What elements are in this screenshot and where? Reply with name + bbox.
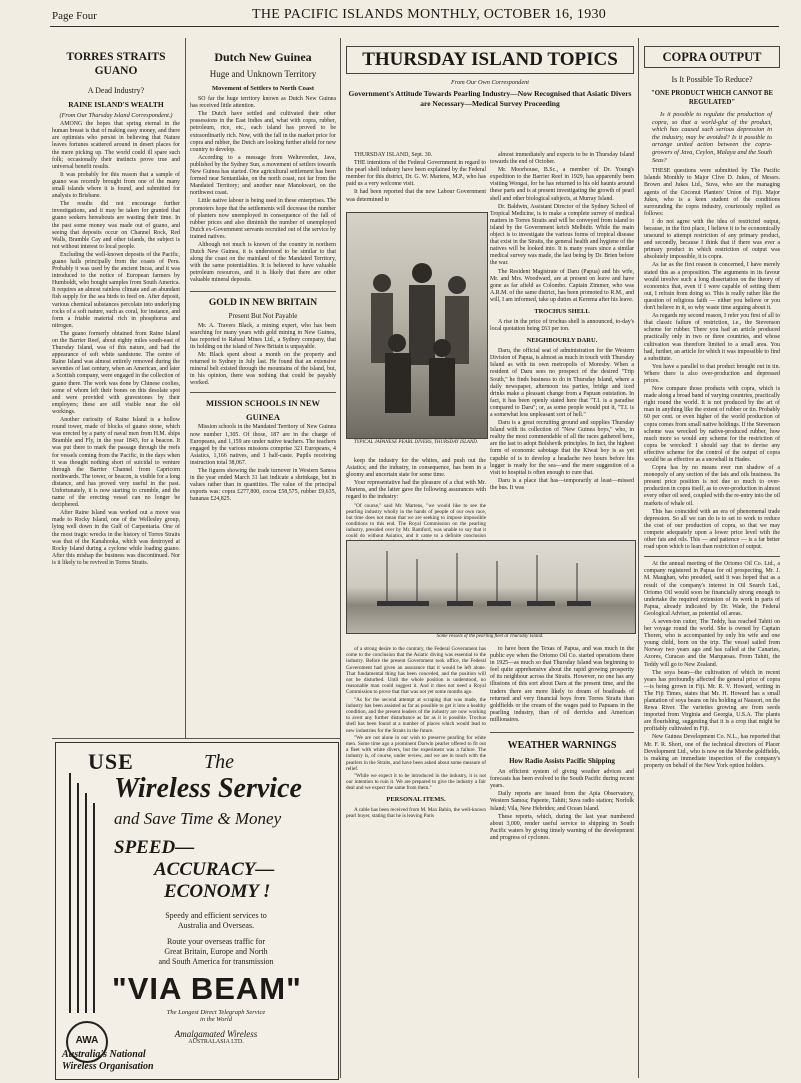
paragraph: Excluding the well-known deposits of the Pacific, guano hails principally from the coasts of Peru. Probably it was used by the ancient Incas, and it was introduced to the notice of European farmers by Humboldt, who bought samples from South America. It requires an almost rainless climate and an abundant fish supply for the sea birds to feed on. After deposit, various chemical substances percolate into underlying rocks of a soft nature, such as coral, for instance, and form a friable material rich in phosphorus and nitrogen. [52, 251, 180, 329]
ad-headline: Wireless Service [114, 773, 302, 804]
ad-text: and South America for transmission [158, 957, 274, 966]
paragraph: keep the industry for the whites, and push out the Asiatics; and the industry, in consequence, has been in a gloomy and uncertain state for some time. [346, 458, 486, 479]
ad-economy: ECONOMY ! [164, 881, 271, 902]
article-title: Dutch New Guinea [214, 50, 312, 64]
ad-company [126, 1029, 306, 1045]
byline: (From Our Thursday Island Correspondent.) [59, 112, 173, 120]
column-divider [638, 38, 639, 1078]
ad-text: Speedy and efficient services to [165, 911, 267, 920]
paragraph: Copra has by no means ever run shadow of a monopoly of any section of the fats and oils business. Its present price position is not due so much to over-production in copra itself, as to over-production in almost every other oil seed, coupled with the re-entry into the oil markets of whale oil. [644, 465, 780, 507]
ad-text: AUSTRALASIA LTD. [188, 1039, 244, 1045]
paragraph: Daru, the official seat of administration for the Western Division of Papua, is almost as much in touch with Thursday Island as with its own metropolis of Moresby. When a resident of Daru sees no prospect of the desired "Trip South," he finds business to do in Thursday Island, where a daily newspaper, afternoon tea parties, bridge and iced drinks make a pleasant change from a Papuan outstation. In fact, it has been openly stated here that "T.I. is a paradise compared to Daru"; or, as some people would put it, "T.I. is a somewhat less unpleasant sort of hell." [490, 348, 634, 418]
ad-speed: SPEED— [114, 837, 195, 858]
article-copra-output [644, 46, 780, 1078]
article-subtitle: Is It Possible To Reduce? [671, 75, 753, 84]
article-guano [52, 50, 180, 736]
ti-column-left [346, 152, 486, 212]
article-title: TORRES STRAITS GUANO [66, 51, 166, 77]
ad-tagline: and Save Time & Money [114, 809, 282, 828]
paragraph: This has coincided with an era of phenomenal trade depression. So all we can do is to set to work to reduce the cost of our production of copra, so that we may compete adequately upon a lower price level with the other fats and oils. This — and patience — is a far better road upon which to lean than restriction of output. [644, 508, 780, 551]
paragraph: A seven-ton cutter, The Teddy, has reached Tahiti on her voyage round the world. She is owned by Captain Thoren, who is accompanied by only his wife and one young child, born on the trip. The vessel sailed from Norway two years ago and has called at the Canaries, Azores, Curacao and the Marquesas. From Tahiti, the Teddy will go to New Zealand. [644, 618, 780, 668]
paragraph: After Raine Island was worked out a move was made to Rocky Island, one of the Wellesley group, lying well down in the Gulf of Carpentaria. One of the most tragic wrecks in the history of Torres Straits was that of the Kanahooka, which was destroyed at Rocky Island during a cyclone while loading guano. After this mishap the business was discontinued. Nor is it likely to be revived in Torres Straits. [52, 510, 180, 566]
page-header [0, 0, 801, 26]
paragraph: Mr. A. Travers Black, a mining expert, who has been searching for many years with gold mining in New Guinea, has reported to Rabaul Mines Ltd., a Sydney company, that its holding on the island of New Britain is unpayable. [190, 322, 336, 350]
ad-body-1 [106, 911, 326, 931]
section-heading: PERSONAL ITEMS. [386, 795, 446, 803]
paragraph: It had been reported that the new Labour Government was determined to [346, 189, 486, 203]
paragraph: Although not much is known of the country in northern Dutch New Guinea, it is understood to be similar to that along the coast on the mainland of the Mandated Territory, with the same potentialities. It is believed to have valuable petroleum resources, and it is likely that there are other valuable mineral deposits. [190, 241, 336, 284]
masthead: THE PACIFIC ISLANDS MONTHLY, OCTOBER 16, 1930 [252, 7, 607, 22]
paragraph: At the annual meeting of the Oriomo Oil Co. Ltd., a company registered in Papua for oil prospecting, Mr. J. M. Maughan, who presided, said it was hoped that as a result of the company's interest in Oil Search Ltd., Oriomo Oil would soon be financially strong enough to undertake the required extension of its work in parts of Papua, already indicated by Dr. Wade, the Federal Geological Adviser, as potential oil areas. [644, 561, 780, 617]
dateline: THURSDAY ISLAND, Sept. 30. [354, 152, 433, 158]
paragraph: The Resident Magistrate of Daru (Papua) and his wife, Mr. and Mrs. Woodward, are at present on leave and have gone as far afield as Colombo. Captain Zimmer, who was A.R.M. of the same district, has been promoted to R.M., and will, I am informed, take up duties at Kerema after his leave. [490, 268, 634, 303]
ad-text: The Longest Direct Telegraph Service [166, 1009, 266, 1016]
paragraph: I do not agree with the idea of restricted output, because, in the first place, I believe it to be economically unsound to attempt restriction of any primary product, and secondly, because I think that if there was ever a primary product in which restriction of output was absolutely impossible, it is copra. [644, 218, 780, 261]
article-subhead: How Radio Assists Pacific Shipping [509, 757, 615, 766]
photo-pearl-divers [346, 212, 488, 439]
paragraph: A rise in the price of trochus shell is announced, to-day's local quotation being £63 per ton. [490, 318, 634, 333]
paragraph: These reports, which, during the last year numbered about 3,000, render useful service to shipping in South Pacific waters by giving timely warning of the development and progress of cyclones. [490, 813, 634, 841]
paragraph: SO far the huge territory known as Dutch New Guinea has received little attention. [190, 96, 336, 110]
article-title: WEATHER WARNINGS [490, 732, 634, 753]
article-subhead: Movement of Settlers to North Coast [212, 85, 314, 93]
paragraph: The soya bean—the cultivation of which in recent years has profoundly affected the general price of copra—is being grown in Fiji. Mr. R. V. Howard, writing in The Fiji Times, states that Mr. H. Howard has a small plantation of soya beans on his holding at Nausori, on the Rewa River. The varieties growing are from seeds imported from Virginia and Georgia, U.S.A. The plants are flourishing, suggesting that it is a crop that might be profitably cultivated in Fiji. [644, 669, 780, 733]
paragraph: Daily reports are issued from the Apia Observatory, Western Samoa; Papeete, Tahiti; Suva radio station; Norfolk Island; Vila, New Hebrides; and Ocean Island. [490, 791, 634, 812]
article-title: COPRA OUTPUT [644, 46, 780, 68]
paragraph: The figures showing the trade turnover in Western Samoa in the year ended March 31 last indicate a shrinkage, but in values rather than in quantities. The value of the principal exports was: copra £277,800, cocoa £58,575, rubber £9,635, bananas £24,825. [190, 468, 336, 503]
paragraph: You have a parallel to that product brought out in tin. Where there is also over-production and depressed prices. [644, 363, 780, 384]
article-subhead: RAINE ISLAND'S WEALTH [68, 100, 164, 110]
paragraph: The guano formerly obtained from Raine Island on the Barrier Reef, about eighty miles south-east of Thursday Island, was of this nature, and had the appearance of soft white sandstone. The centre of Raine Island was almost entirely removed during the seventies of last century, when an American, and later a Scottish company, were engaged in the collection of guano there. The work was done by Chinese coolies, some of whom left their bones on this desolate spot and were provided with gravestones by their employers; these are still visible near the old workings. [52, 330, 180, 415]
paragraph: Another curiosity of Raine Island is a hollow round tower, made of blocks of guano stone, which was erected by a party of naval men from H.M. ships Bramble and Fly, in the year 1843, for a beacon. It was put there to mark the passage through the reefs for vessels coming from the Pacific, in the days when it was thought nothing short of suicidal to venture through the Barrier Channel from Capricorn northwards. The tower, or beacon, is visible for a long distance, and has proved very useful in the past. Unfortunately, it is now starting to crumble, and the name of the erecting vessel can no longer be deciphered. [52, 417, 180, 509]
section-rule [52, 738, 340, 739]
paragraph: Your representative had the pleasure of a chat with Mr. Martens, and the latter gave the following assurances with regard to the industry: [346, 480, 486, 501]
ad-text: Route your overseas traffic for [166, 937, 266, 946]
intro: Is it possible to regulate the production of copra, so that a world-glut of the product, which has caused such serious depression in the industry, may be avoided? Is it possible to arrange united action between the copra-growers of Java, Ceylon, Malaya and the South Seas? [652, 111, 772, 164]
ad-text: Wireless Organisation [62, 1061, 154, 1072]
paragraph: "We are not alone in our wish to preserve pearling for white men. Some time ago a prominent Darwin pearler offered to fit out a fleet with white divers, but the experiment was a failure. The industry is, of course, under review, and we are in touch with the pearlers in the Straits, and have been asked about some measure of relief. [346, 734, 486, 772]
paragraph: THE intentions of the Federal Government in regard to the pearl shell industry have been explained by the Federal member for this district, Dr. G. W. Martens, M.P., who has paid us a very welcome visit. [346, 160, 486, 188]
paragraph: According to a message from Weltevreden, Java, published by the Sydney Sun, a movement of settlers towards New Guinea has started. One agricultural settlement has been formed near Sentanilake, on the north coast, not far from the Mandated Territory; and another near Manokwari, on the northwest coast. [190, 154, 336, 197]
ti-lower-right [490, 646, 634, 1078]
photo-pearling-fleet [346, 540, 636, 634]
section-heading: TROCHUS SHELL [534, 307, 590, 315]
paragraph: It was probably for this reason that a sample of guano was recently brought from one of the many small islands where it is found, and submitted for analysis to Brisbane. [52, 171, 180, 200]
ad-text: Amalgamated Wireless [174, 1029, 258, 1039]
ad-text: Australia's National [62, 1049, 146, 1060]
paragraph: Little native labour is being used in these enterprises. The promoters hope that the settlements will decrease the number of planters now unemployed in consequence of the fall of rubber prices and also diminish the number of unemployed Dutch ex-Government servants recruited out of the service by trained natives. [190, 198, 336, 240]
ad-text: in the World [200, 1016, 232, 1023]
article-subhead: "ONE PRODUCT WHICH CANNOT BE REGULATED" [651, 90, 773, 107]
article-title: MISSION SCHOOLS IN NEW GUINEA [190, 392, 336, 424]
paragraph: to have been the Texas of Papua, and was much in the public eye when the Oriomo Oil Co. started operations there in 1925—as much so that Thursday Island was beginning to feel quite apprehensive about the rapid growing prosperity of its neighbour across the Straits. However, no one has any illusions of this sort about Daru at the present time, and the traders there are more likely to dream of boatloads of returned and very financial boys from Torres Straits than goldfields or the cream of the wages paid to Papuans in the pearling industry, than of oil derricks and American millionaires. [490, 646, 634, 723]
byline: From Our Own Correspondent [450, 79, 530, 86]
paragraph: Now compare those products with copra, which is made along a broad band of varying countries, practically right round the world. It is not produced by the art of man in anything like the extent of rubber or tin. Probably 60 per cent. or even higher of the world production of copra comes from small native holdings. If the Stevenson scheme was wrecked by native-produced rubber, how much more so would any scheme for the restriction of copra be wrecked! I should say that to devise any effective scheme for the control of the output of copra would be as effective as a snowball in Hades. [644, 386, 780, 463]
paragraph: As regards my second reason, I refer you first of all to that classic failure of restriction, i.e., the Stevenson scheme for rubber. There you had an article produced practically only in two or three countries, and whose cultivation was therefore limited to a small area. You had, further, an article for which it was impossible to find a substitute. [644, 313, 780, 362]
paragraph: The Dutch have settled and cultivated their other possessions in the East Indies and, what with copra, rubber, petroleum, rice, etc., each island has proved to be extraordinarily rich. Now, with the fall in the market price for copra and rubber, the Dutch are looking further afield for new country to develop. [190, 111, 336, 153]
paragraph: An efficient system of giving weather advices and forecasts has been evolved to the South Pacific during recent years. [490, 769, 634, 790]
paragraph: Mr. Black spent about a month on the property and returned to Sydney in July last. He found that an extensive mineral belt existed through the mountains of the island, but, in his opinion, there was nothing that could be payably worked. [190, 352, 336, 387]
quote: "Of course," said Mr. Martens, "we would like to see the pearling industry wholly in the hands of people of our own race, but time does not mean that we are seeking to impose impossible conditions to this end. The Royal Commission on the pearling industry, presided over by Mr. Bamford, was unable to say that it could do without Asiatics, and it came to a definite conclusion [346, 502, 486, 539]
ad-decoration [64, 773, 98, 1013]
article-subtitle: Present But Not Payable [228, 311, 298, 320]
article-subtitle: A Dead Industry? [87, 86, 145, 95]
ad-body-2 [106, 937, 326, 967]
paragraph: A cable has been received from M. Max Babin, the well-known pearl buyer, stating that he is leaving Paris [346, 806, 486, 819]
ti-midleft [346, 458, 486, 539]
page-number: Page Four [52, 10, 97, 22]
paragraph: The results did not encourage further investigations, and it may be taken for granted that guano seekers hereabouts are wasting their time. In the past some money was made out of guano, and seeing that deposits occur on Channel Rock, Red Walls, Bramble Cay and other islands, the subject is not without interest to local people. [52, 201, 180, 250]
advertisement-wireless [55, 742, 339, 1080]
paragraph: almost immediately and expects to be in Thursday Island towards the end of October. [490, 152, 634, 166]
article-title: THURSDAY ISLAND TOPICS [346, 46, 634, 74]
ti-lower-left [346, 646, 486, 1078]
ad-via-beam: "VIA BEAM" [112, 971, 302, 1006]
paragraph: As far as the first reason is concerned, I have merely stated this as a proposition. The arguments in its favour would involve such a long dissertation on the theory of economics that, even if I were capable of setting them out, I refrain from doing so. This is really rather like the question of religious faith — either you believe or you don't believe in it, so why waste time arguing about it. [644, 262, 780, 312]
paragraph: AMONG the hopes that spring eternal in the human breast is that of making easy money, and there are optimists who persist in believing that Nature leaves fortunes scattered around in desert places for the mere picking up. The world could ill spare such folk; occasionally their instincts prove true and universal benefit results. [52, 121, 180, 170]
paragraph: Mr. Moorhouse, B.Sc., a member of Dr. Young's expedition to the Barrier Reef in 1929, has apparently been visiting Wongai, for he has returned to his old haunts around these parts and is at present investigating the growth of pearl shell and other biological subjects, at Murray Island. [490, 167, 634, 202]
paragraph: "While we expect it to be introduced in the industry, it is not our intention to ruin it. We are prepared to give the industry a fair deal and we expect the same from them." [346, 773, 486, 792]
section-rule [644, 556, 780, 557]
paragraph: Daru is a place that has—temporarily at least—missed the bus. It was [490, 477, 634, 491]
article-dutch-new-guinea [190, 50, 336, 736]
paragraph: THESE questions were submitted by The Pacific Islands Monthly to Major Clive D. Jukes, of Messrs. Brown and Jukes Ltd., Suva, who are the managing agents of the Coconut Planters' Union of Fiji. Major Jukes, who is a keen student of the conditions surrounding the copra industry, courteously replied as follows: [644, 168, 780, 217]
logo-text: AWA [75, 1035, 99, 1046]
article-subhead: Government's Attitude Towards Pearling Industry—Now Recognised that Asiatic Divers are Necessary—Medical Survey Proceeding [348, 89, 632, 108]
paragraph: Mission schools in the Mandated Territory of New Guinea now number 1,305. Of those, 187 are in the charge of Europeans, and 1,159 are under native teachers. The teachers engaged by the various missions comprise 321 Europeans, 4 Asiatics, 1,166 natives, and 1 half-caste. Pupils receiving instruction total 38,067. [190, 424, 336, 466]
article-subtitle: Huge and Unknown Territory [209, 69, 317, 79]
ad-text: Great Britain, Europe and North [164, 947, 268, 956]
section-heading: NEIGHBOURLY DARU. [526, 337, 598, 345]
article-thursday-island [346, 46, 634, 112]
paragraph: "As for the second attempt at scraping that was made, the industry has been assisted as far as possible to get it into a healthy condition, and the present leaders of the industry are now working to avert any further disturbance as far as it is possible. Trochus shell has been found at a number of places which would lead to new industries for the Straits in the future. [346, 696, 486, 734]
photo-caption: TYPICAL JAPANESE PEARL DIVERS, THURSDAY ISLAND. [353, 440, 479, 445]
ad-via-sub [106, 1009, 326, 1023]
paragraph: New Guinea Development Co. N.L., has reported that Mr. F. R. Short, one of the technical directors of Placer Development Ltd., who is now on the Morobe goldfields, is making an immediate inspection of the company's property on behalf of the New York option holders. [644, 734, 780, 769]
paragraph: Daru is a great recruiting ground and supplies Thursday Island with its collection of "New Guinea boys," who, in reality the most commendable of all the races gathered here, are the last to adopt Bolshevik principles. In fact, the highest form of economic sabotage that the Kiwai boy is as yet capable of is to develop a headache two hours before his lugger is ready for the sea—and the mere suggestion of a visit to hospital is often enough to cure that. [490, 420, 634, 476]
paragraph: of a strong desire to the contrary, the Federal Government has come to the conclusion that the Asiatic diving was essential to the industry. Before the present Government took office, the Federal Government had given an assurance that it would be left alone. That fundamental thing has been conceded, and the position will not be disturbed. Until the whole position is understood, no reasonable man could suggest it. And it does not need a Royal Commission to prove that that was not yet some months ago. [346, 646, 486, 696]
column-divider [185, 38, 186, 738]
article-title: GOLD IN NEW BRITAIN [190, 291, 336, 310]
column-divider [340, 38, 341, 1078]
ad-use: USE [88, 749, 134, 774]
ad-signature [62, 1049, 154, 1073]
photo-caption: Some vessels of the pearling fleet at Thursday Island. [436, 634, 544, 639]
header-rule [50, 26, 779, 27]
ti-column-right [490, 152, 634, 491]
paragraph: Dr. Baldwin, Assistant Director of the Sydney School of Tropical Medicine, is to make a complete survey of medical matters in Torres Straits and will be conveyed from island to island by the Government ketch Melbidir. While the main object is to investigate the various forms of tropical disease that exist in the Straits, the general health and hygiene of the natives will be looked into. It is many years since a similar medical survey was made, the last being by Dr. Brien before the war. [490, 203, 634, 267]
ad-the: The [204, 751, 234, 773]
ad-text: Australia and Overseas. [177, 921, 255, 930]
ad-accuracy: ACCURACY— [154, 859, 275, 880]
